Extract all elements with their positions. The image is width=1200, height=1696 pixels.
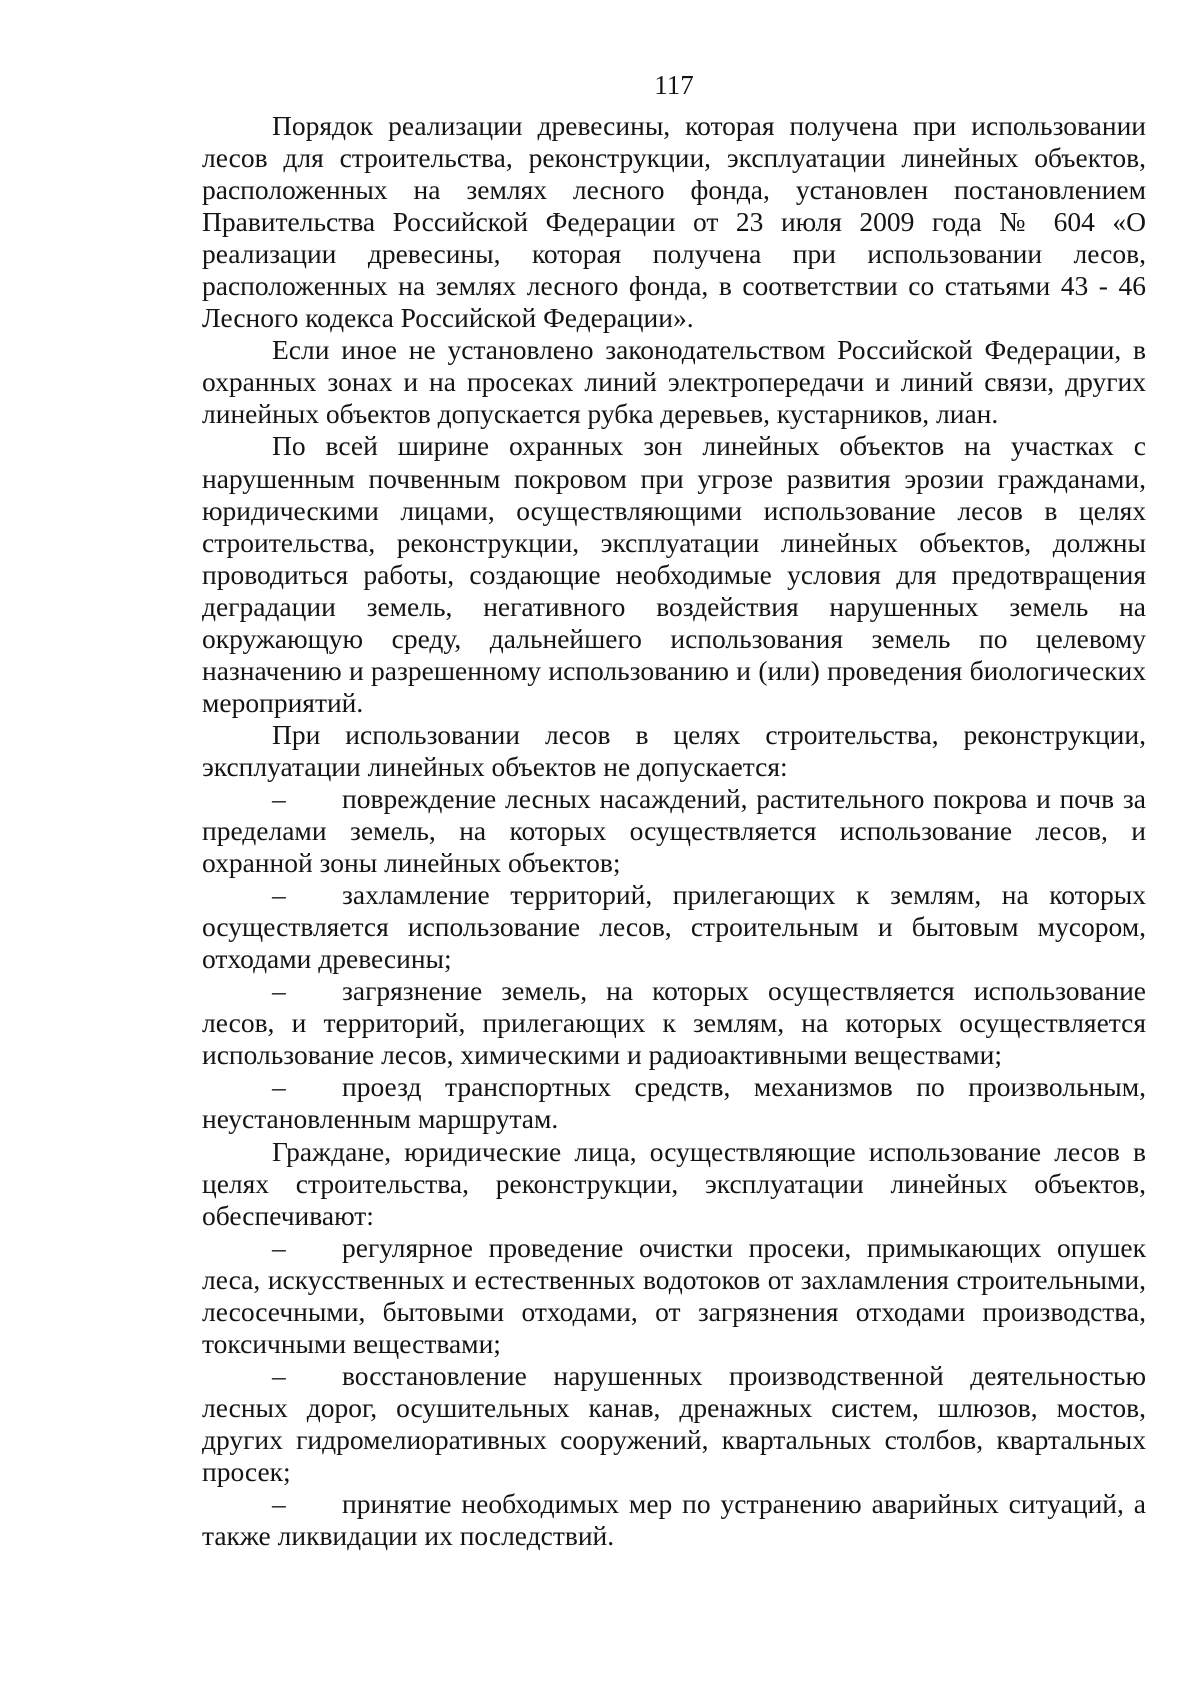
- list-marker: –: [272, 1231, 286, 1263]
- list-item-text: захламление территорий, прилегающих к землям, на которых осуществляется использование лесов, строительным и бытовым мусором, отходами древесины;: [202, 879, 1146, 975]
- paragraph-timber-sale: Порядок реализации древесины, которая получена при использовании лесов для строительства, реконструкции, эксплуатации линейных объектов, расположенных на землях лесного фонда, установлен постановлением Правительства Российской Федерации от 23 июля 2009 года № 604 «О реализации древесины, которая получена при использовании лесов, расположенных на землях лесного фонда, в соответствии со статьями 43 - 46 Лесного кодекса Российской Федерации».: [202, 110, 1146, 334]
- list-item: [202, 1360, 1146, 1488]
- paragraph-not-allowed-intro: При использовании лесов в целях строительства, реконструкции, эксплуатации линейных объектов не допускается:: [202, 718, 1146, 782]
- obligations-list: [202, 1232, 1146, 1552]
- list-item-text: загрязнение земель, на которых осуществляется использование лесов, и территорий, прилегающих к землям, на которых осуществляется использование лесов, химическими и радиоактивными веществами;: [202, 975, 1146, 1071]
- list-marker: –: [272, 782, 286, 814]
- list-item: [202, 1232, 1146, 1360]
- list-item: [202, 1071, 1146, 1135]
- page-number: 117: [654, 70, 694, 100]
- list-marker: –: [272, 879, 286, 911]
- paragraph-obligations-intro: Граждане, юридические лица, осуществляющие использование лесов в целях строительства, реконструкции, эксплуатации линейных объектов, обеспечивают:: [202, 1135, 1146, 1231]
- list-item: [202, 783, 1146, 879]
- list-item: [202, 1488, 1146, 1552]
- paragraph-protection-zones: Если иное не установлено законодательством Российской Федерации, в охранных зонах и на просеках линий электропередачи и линий связи, других линейных объектов допускается рубка деревьев, кустарников, лиан.: [202, 334, 1146, 430]
- list-item-text: восстановление нарушенных производственной деятельностью лесных дорог, осушительных канав, дренажных систем, шлюзов, мостов, других гидромелиоративных сооружений, квартальных столбов, квартальных просек;: [202, 1359, 1146, 1487]
- list-item-text: проезд транспортных средств, механизмов по произвольным, неустановленным маршрутам.: [202, 1071, 1146, 1135]
- paragraph-erosion-works: По всей ширине охранных зон линейных объектов на участках с нарушенным почвенным покровом при угрозе развития эрозии гражданами, юридическими лицами, осуществляющими использование лесов в целях строительства, реконструкции, эксплуатации линейных объектов, должны проводиться работы, создающие необходимые условия для предотвращения деградации земель, негативного воздействия нарушенных земель на окружающую среду, дальнейшего использования земель по целевому назначению и разрешенному использованию и (или) проведения биологических мероприятий.: [202, 430, 1146, 718]
- list-item-text: принятие необходимых мер по устранению аварийных ситуаций, а также ликвидации их последствий.: [202, 1488, 1146, 1552]
- list-marker: –: [272, 1359, 286, 1391]
- list-item-text: регулярное проведение очистки просеки, примыкающих опушек леса, искусственных и естественных водотоков от захламления строительными, лесосечными, бытовыми отходами, от загрязнения отходами производства, токсичными веществами;: [202, 1231, 1146, 1359]
- list-marker: –: [272, 1071, 286, 1103]
- document-page: [202, 68, 1146, 1552]
- list-item: [202, 975, 1146, 1071]
- prohibited-list: [202, 783, 1146, 1136]
- list-marker: –: [272, 975, 286, 1007]
- list-item-text: повреждение лесных насаждений, растительного покрова и почв за пределами земель, на которых осуществляется использование лесов, и охранной зоны линейных объектов;: [202, 782, 1146, 879]
- list-item: [202, 879, 1146, 975]
- list-marker: –: [272, 1488, 286, 1520]
